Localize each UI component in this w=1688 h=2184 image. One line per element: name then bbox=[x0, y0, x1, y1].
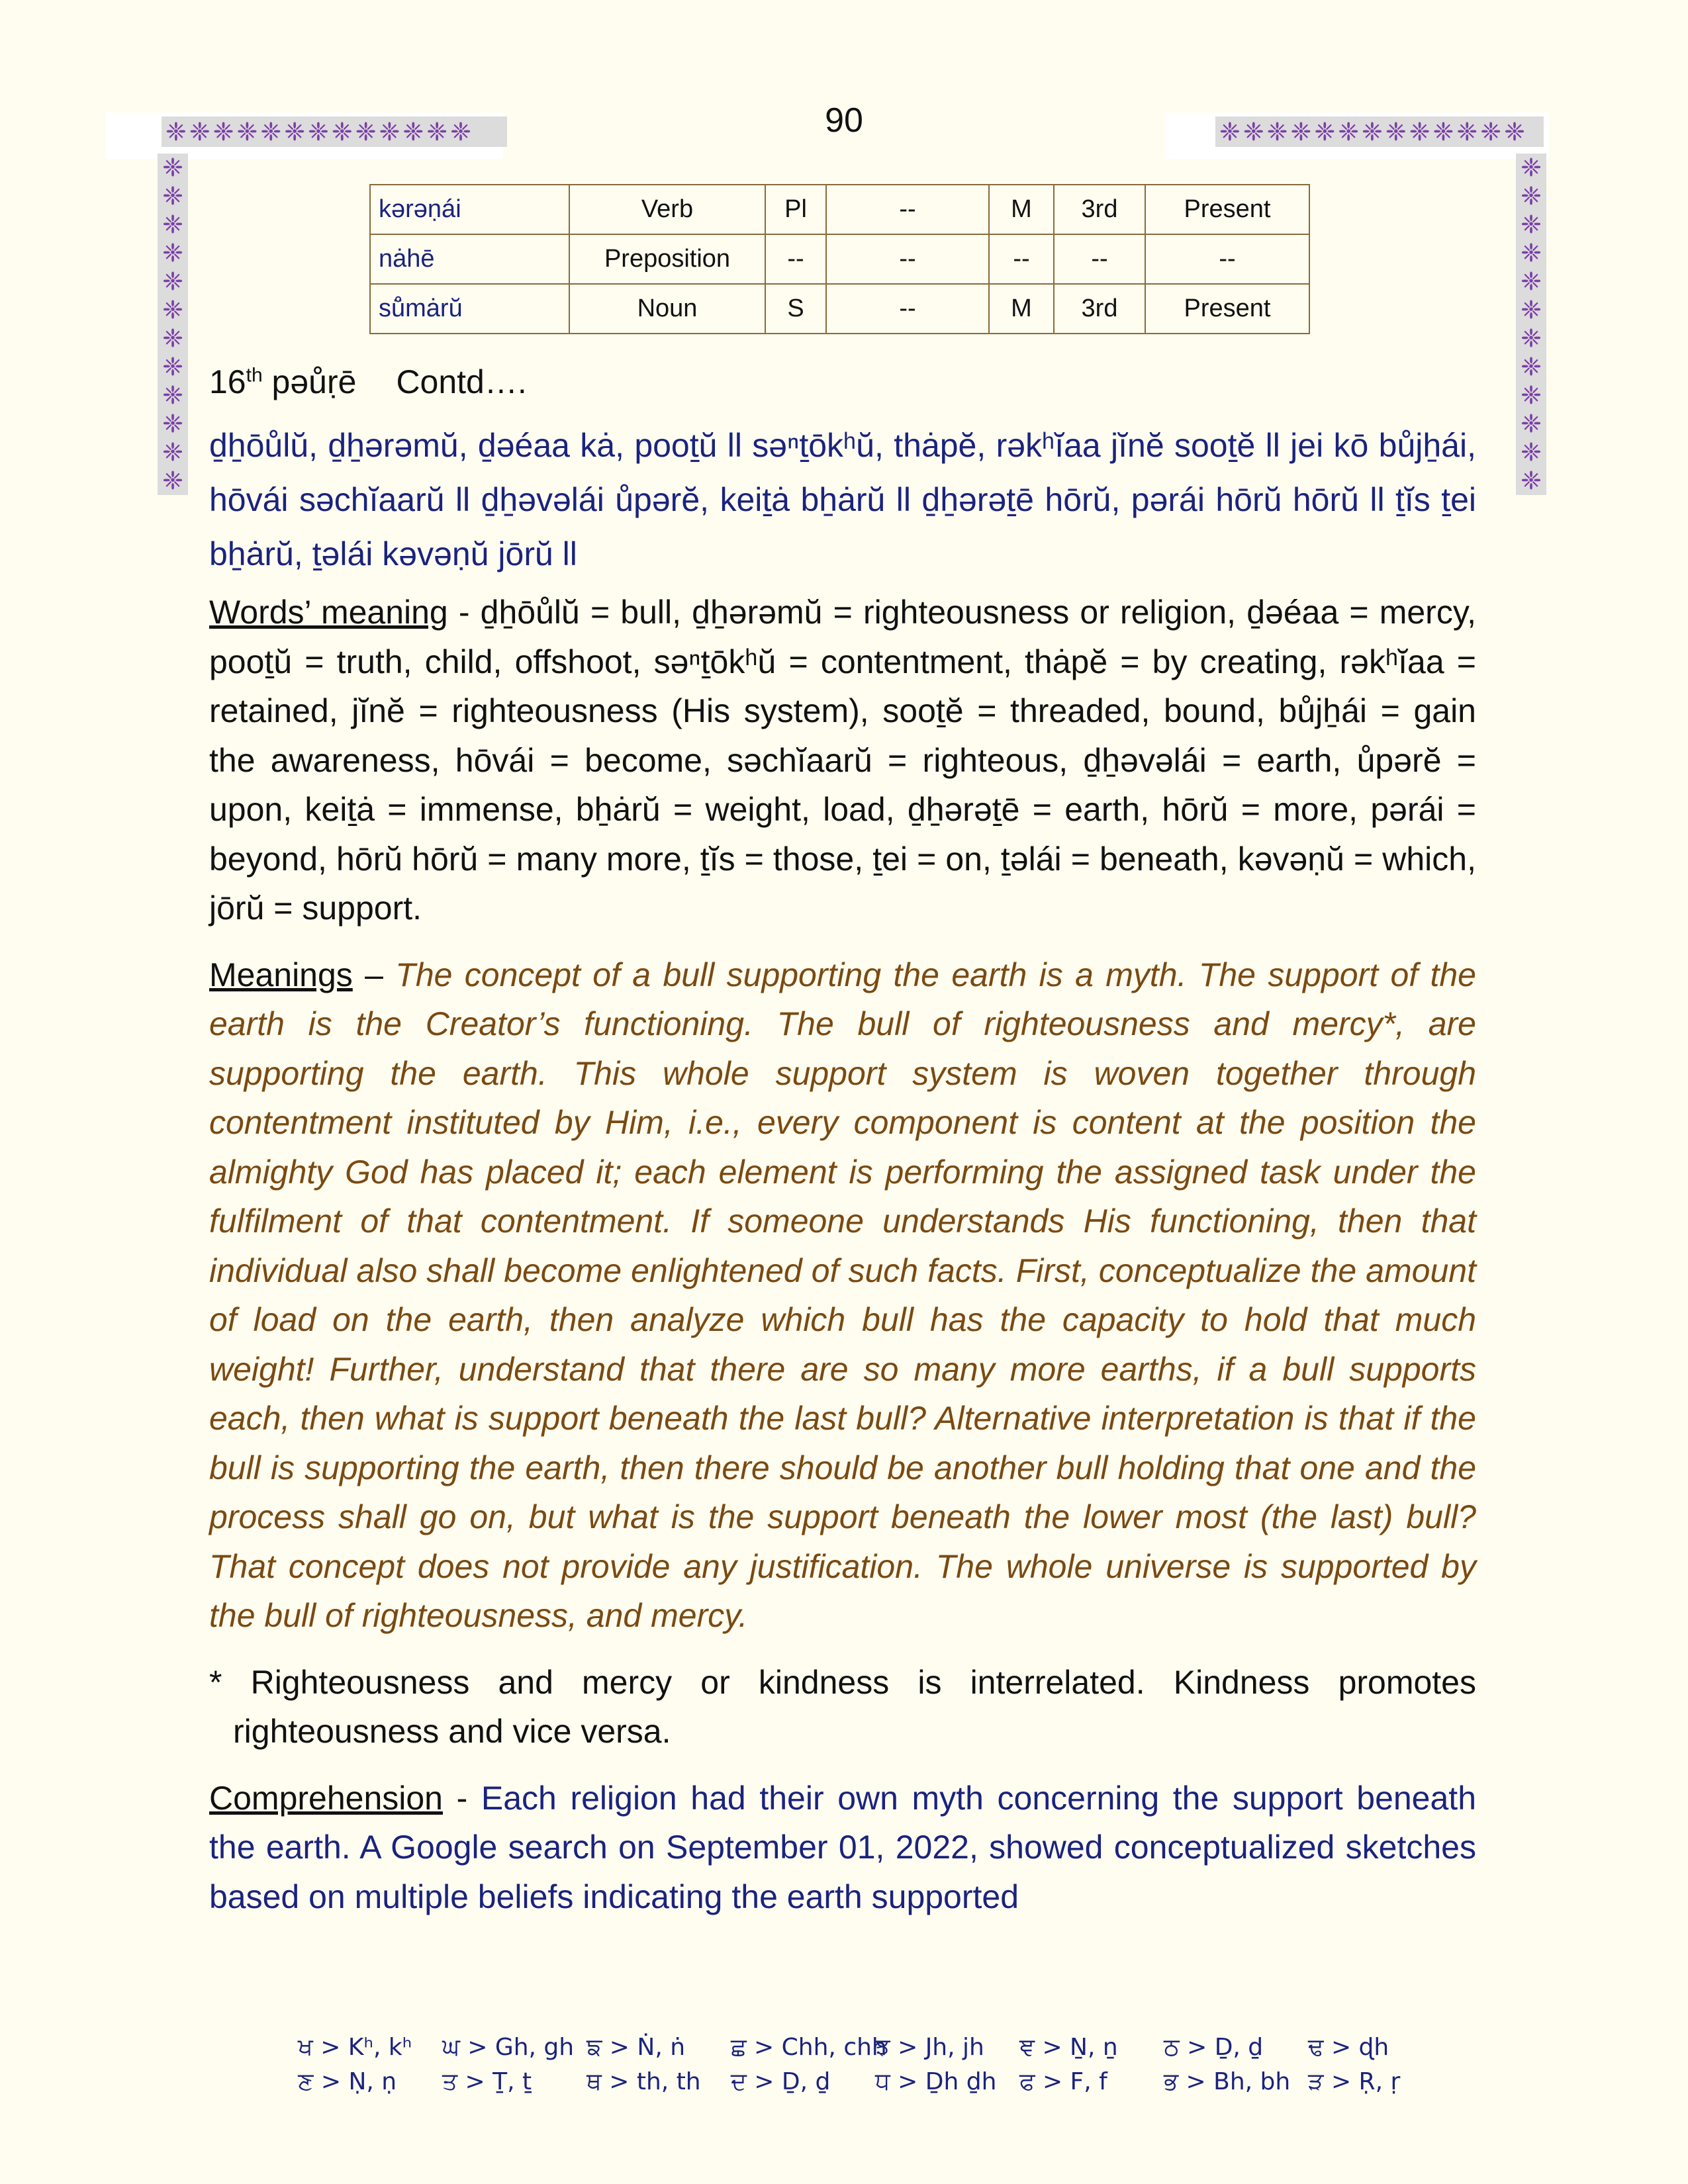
table-cell: Preposition bbox=[569, 234, 765, 284]
table-cell: Noun bbox=[569, 284, 765, 334]
transliteration-item: ਠ > Ḏ, ḏ bbox=[1164, 2034, 1264, 2061]
table-cell: Present bbox=[1145, 185, 1309, 234]
transliteration-item: ਭ > Bh, bh bbox=[1164, 2068, 1291, 2095]
transliteration-item: ਢ > ɖh bbox=[1308, 2034, 1389, 2061]
table-cell: S bbox=[765, 284, 826, 334]
transliteration-item: ਣ > Ṇ, ṇ bbox=[298, 2068, 397, 2095]
words-meaning-text: - ḏẖōůlŭ = bull, ḏẖərəmŭ = righteousness or religion, ḏəéaa = mercy, pooṯŭ = truth, child, offshoot, səⁿṯōkʰŭ = contentment, thȧpĕ = by creating, rəkʰĭaa = retained, jĭnĕ = righteousness (His system), sooṯĕ = threaded, bound, bůjẖái = gain the awareness, hōvái = become, səchĭaarŭ = righteous, ḏẖəvəlái = earth, ůpərĕ = upon, keiṯȧ = immense, bẖȧrŭ = weight, load, ḏẖərəṯē = earth, hōrŭ = more, pərái = beyond, hōrŭ hōrŭ = many more, ṯĭs = those, ṯei = on, ṯəlái = beneath, kəvəṇŭ = which, jōrŭ = support. bbox=[209, 594, 1477, 927]
meanings-paragraph bbox=[209, 950, 1476, 1641]
transliteration-item: ਘ > Gh, gh bbox=[442, 2034, 575, 2061]
table-cell: -- bbox=[826, 234, 989, 284]
table-cell: kərəṇái bbox=[370, 185, 569, 234]
transliteration-row bbox=[298, 2065, 1456, 2099]
words-meaning-paragraph bbox=[209, 588, 1476, 933]
table-cell: -- bbox=[989, 234, 1054, 284]
table-cell: 3rd bbox=[1054, 284, 1145, 334]
comprehension-dash: - bbox=[442, 1779, 481, 1817]
section-number-suffix: th bbox=[246, 364, 263, 387]
transliteration-row bbox=[298, 2030, 1456, 2065]
decorative-border-right: ❈❈❈❈❈❈❈❈❈❈❈❈ bbox=[1516, 154, 1546, 495]
transliteration-item: ਝ > Jh, jh bbox=[875, 2034, 984, 2061]
table-cell: -- bbox=[1145, 234, 1309, 284]
meanings-label: Meanings bbox=[209, 956, 353, 993]
table-cell: Present bbox=[1145, 284, 1309, 334]
comprehension-label: Comprehension bbox=[209, 1779, 443, 1817]
table-cell: 3rd bbox=[1054, 185, 1145, 234]
section-contd: Contd…. bbox=[396, 363, 527, 400]
table-cell: Verb bbox=[569, 185, 765, 234]
table-cell: -- bbox=[826, 185, 989, 234]
transliteration-item: ਤ > Ṯ, ṯ bbox=[442, 2068, 532, 2095]
transliteration-item: ਦ > Ḏ, ḏ bbox=[731, 2068, 831, 2095]
transliteration-item: ਛ > Chh, chh bbox=[731, 2034, 887, 2061]
section-title: pəůṛē bbox=[262, 363, 357, 400]
table-cell: M bbox=[989, 185, 1054, 234]
table-cell: M bbox=[989, 284, 1054, 334]
table-cell: -- bbox=[1054, 234, 1145, 284]
table-cell: -- bbox=[826, 284, 989, 334]
meanings-text: The concept of a bull supporting the earth is a myth. The support of the earth is the Creator’s functioning. The bull of righteousness and mercy*, are supporting the earth. This whole support system is woven together through contentment instituted by Him, i.e., every component is content at the position the almighty God has placed it; each element is performing the assigned task under the fulfilment of that contentment. If someone understands His functioning, then that individual also shall become enlightened of such facts. First, conceptualize the amount of load on the earth, then analyze which bull has the capacity to hold that much weight! Further, understand that there are so many more earths, if a bull supports each, then what is support beneath the last bull? Alternative interpretation is that if the bull is supporting the earth, then there should be another bull holding that one and the process shall go on, but what is the support beneath the lower most (the last) bull? That concept does not provide any justification. The whole universe is supported by the bull of righteousness, and mercy. bbox=[209, 956, 1476, 1634]
transliteration-item: ਙ > Ṅ, ṅ bbox=[586, 2034, 686, 2061]
transliteration-key bbox=[298, 2030, 1456, 2099]
table-row bbox=[370, 234, 1309, 284]
table-row bbox=[370, 284, 1309, 334]
transliteration-item: ੜ > Ṛ, ṛ bbox=[1308, 2068, 1401, 2095]
section-heading bbox=[209, 363, 1476, 401]
page-number: 90 bbox=[825, 101, 863, 140]
meanings-dash: – bbox=[352, 956, 396, 993]
words-meaning-label: Words’ meaning bbox=[209, 594, 448, 631]
main-content bbox=[209, 363, 1476, 1938]
table-cell: -- bbox=[765, 234, 826, 284]
decorative-border-top-right: ❈❈❈❈❈❈❈❈❈❈❈❈❈ bbox=[1215, 116, 1544, 147]
table-cell: sů̈mȧrŭ bbox=[370, 284, 569, 334]
footnote: * Righteousness and mercy or kindness is interrelated. Kindness promotes righteousness and vice versa. bbox=[209, 1663, 1476, 1750]
decorative-border-top-left: ❈❈❈❈❈❈❈❈❈❈❈❈❈ bbox=[162, 116, 507, 147]
comprehension-paragraph bbox=[209, 1774, 1476, 1922]
grammar-table bbox=[369, 184, 1310, 334]
transliteration-item: ਥ > th, th bbox=[586, 2068, 701, 2095]
transliteration-item: ਧ > Ḏh ḏh bbox=[875, 2068, 997, 2095]
transliteration-item: ਞ > Ṉ, ṉ bbox=[1019, 2034, 1118, 2061]
section-number: 16 bbox=[209, 363, 246, 400]
verse-text: ḏẖōůlŭ, ḏẖərəmŭ, ḏəéaa kȧ, pooṯŭ ll səⁿṯōkʰŭ, thȧpĕ, rəkʰĭaa jĭnĕ sooṯĕ ll jei kō bůjẖái, hōvái səchĭaarŭ ll ḏẖəvəlái ůpərĕ, keiṯȧ bẖȧrŭ ll ḏẖərəṯē hōrŭ, pərái hōrŭ hōrŭ ll ṯĭs ṯei bẖȧrŭ, ṯəlái kəvəṇŭ jōrŭ ll bbox=[209, 427, 1476, 572]
comprehension-text: Each religion had their own myth concerning the support beneath the earth. A Google search on September 01, 2022, showed conceptualized sketches based on multiple beliefs indicating the earth supported bbox=[209, 1779, 1476, 1915]
transliteration-item: ਖ > Kʰ, kʰ bbox=[298, 2034, 412, 2061]
table-cell: Pl bbox=[765, 185, 826, 234]
table-row bbox=[370, 185, 1309, 234]
decorative-border-left: ❈❈❈❈❈❈❈❈❈❈❈❈ bbox=[158, 154, 188, 495]
transliteration-item: ਫ > F, f bbox=[1019, 2068, 1107, 2095]
table-cell: nȧhē bbox=[370, 234, 569, 284]
